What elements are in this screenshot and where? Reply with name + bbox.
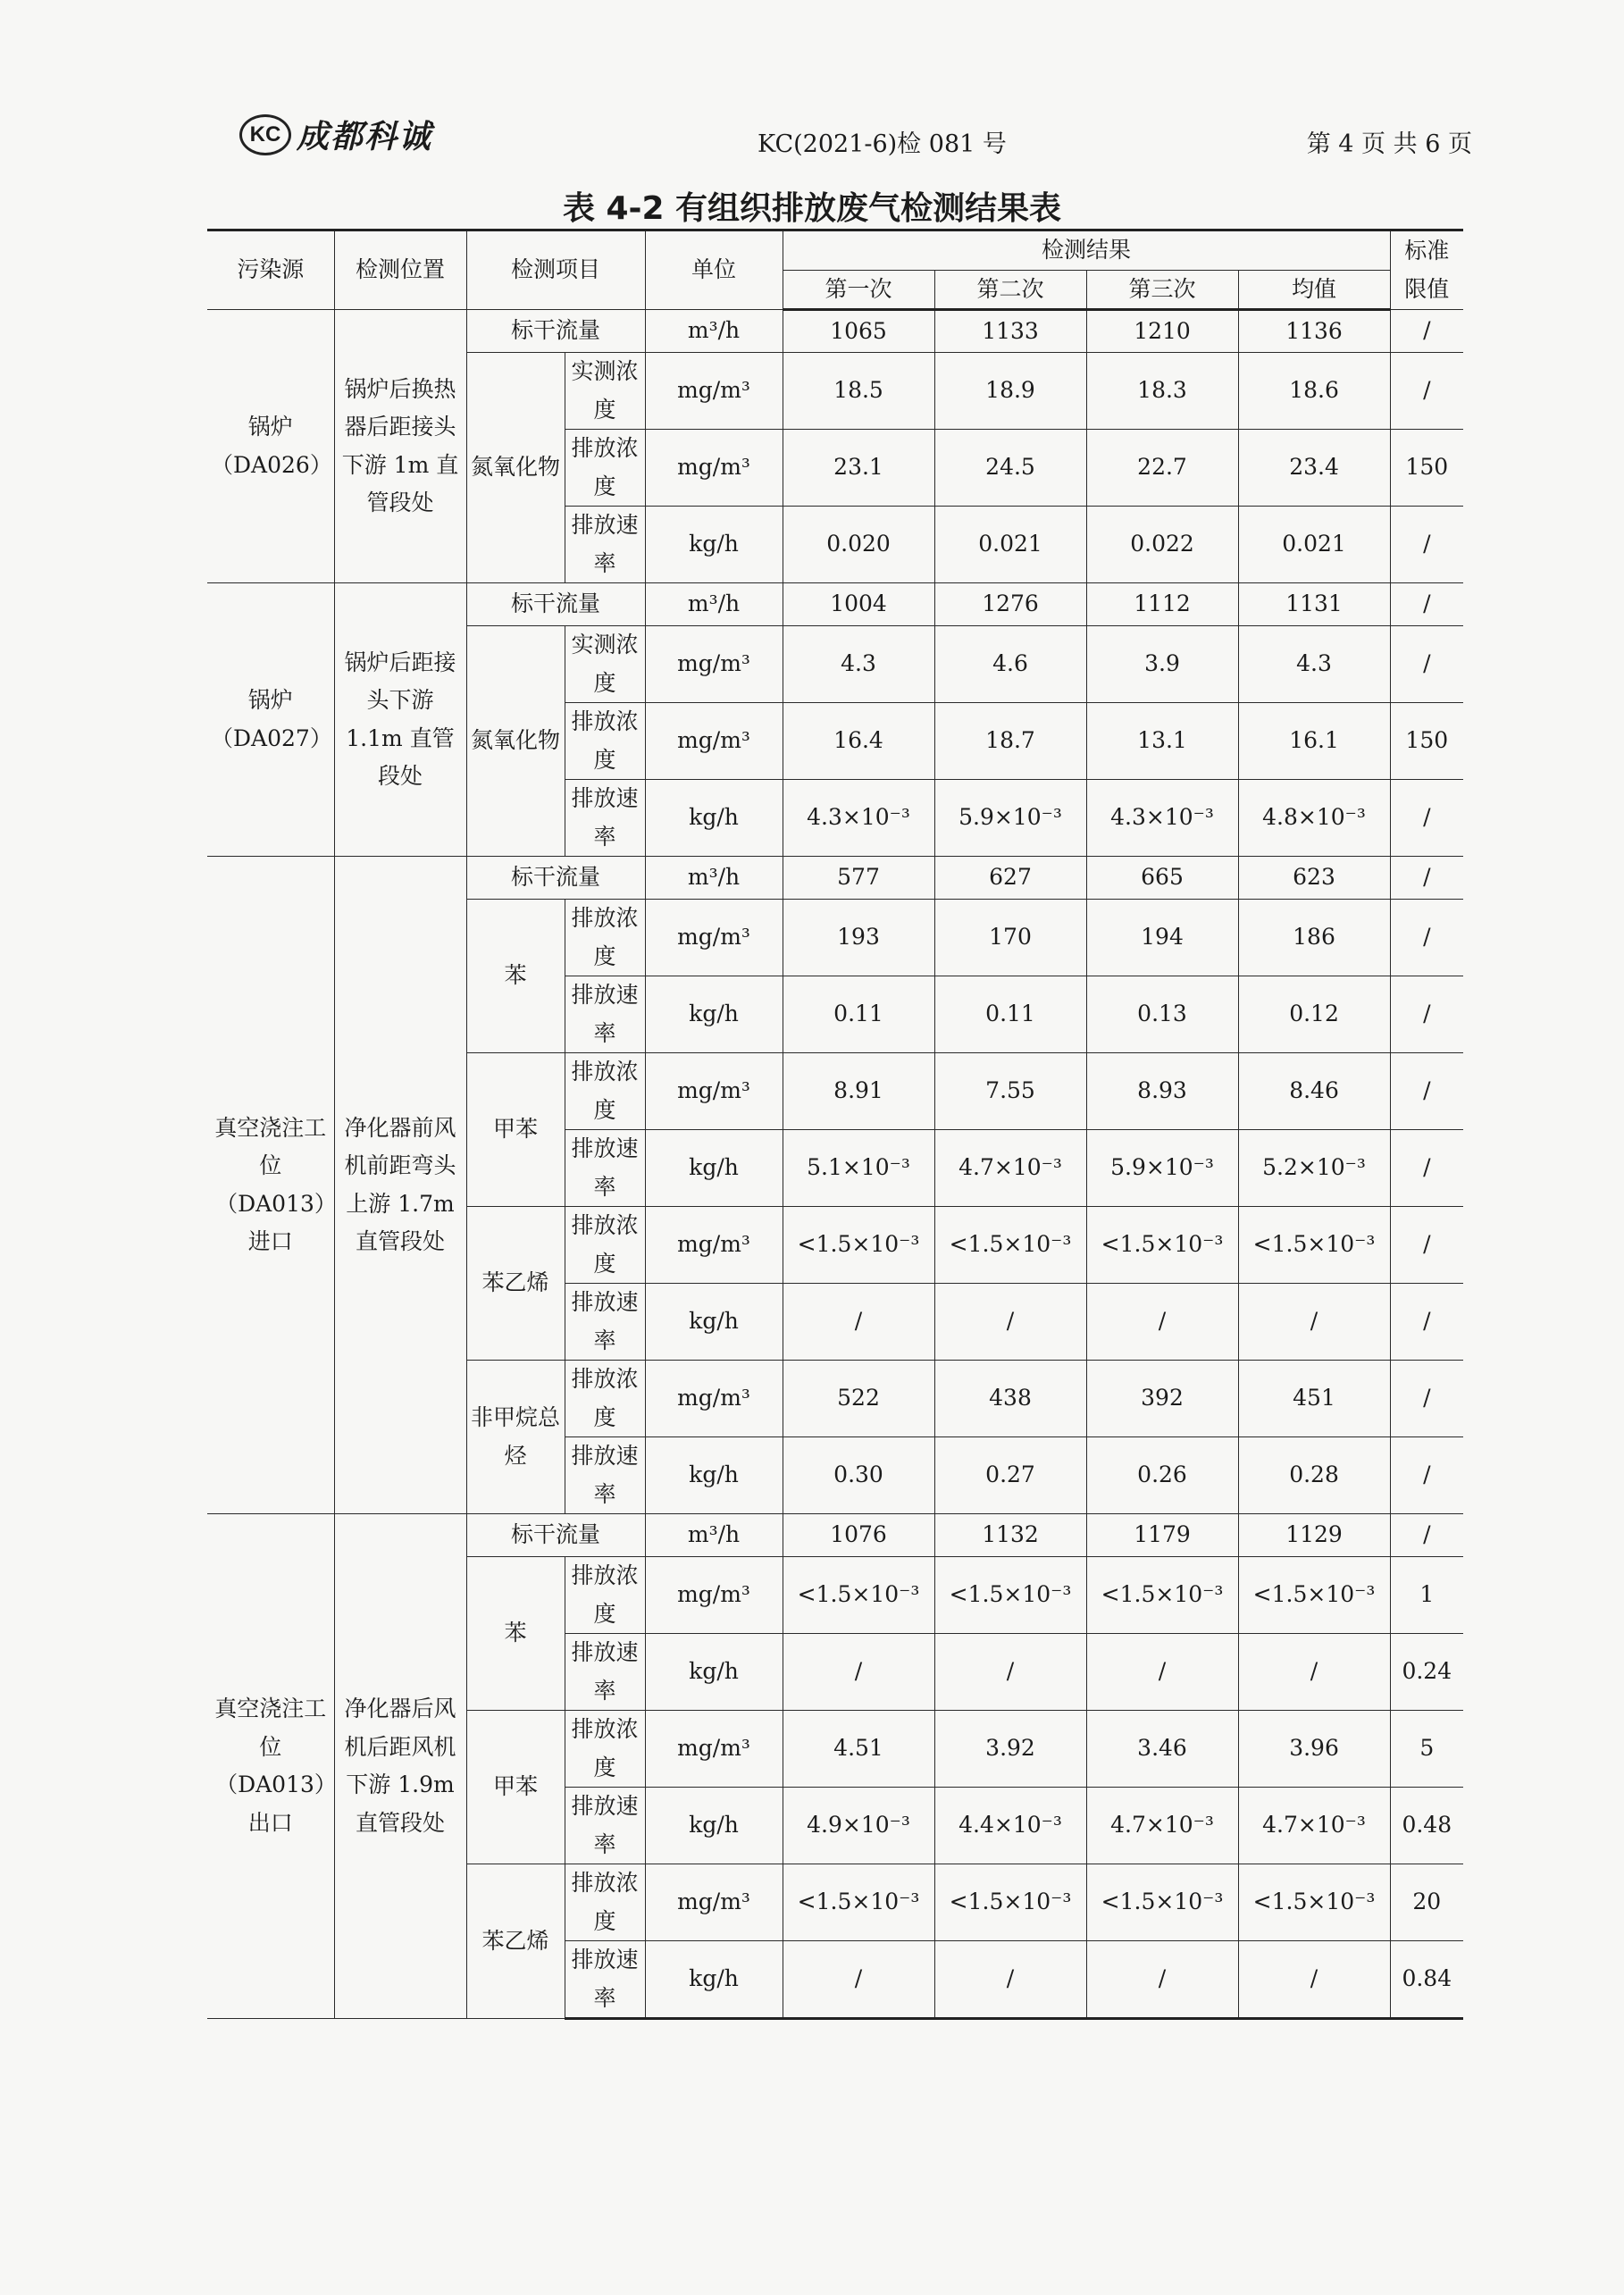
cell-value: 18.9 <box>934 353 1086 430</box>
cell-value: 4.7×10⁻³ <box>1238 1788 1390 1864</box>
table-title: 表 4-2 有组织排放废气检测结果表 <box>562 190 1062 227</box>
cell-value: 4.8×10⁻³ <box>1238 780 1390 857</box>
cell-source: 真空浇注工位（DA013）出口 <box>207 1514 334 2019</box>
cell-value: 577 <box>783 857 934 900</box>
cell-unit: kg/h <box>645 1788 783 1864</box>
cell-limit: / <box>1390 310 1463 353</box>
cell-value: 16.1 <box>1238 703 1390 780</box>
cell-value: <1.5×10⁻³ <box>1238 1557 1390 1634</box>
cell-subitem: 实测浓度 <box>565 626 645 703</box>
cell-value: / <box>1086 1284 1238 1361</box>
company-name: 成都科诚 <box>297 119 433 155</box>
cell-value: 392 <box>1086 1361 1238 1437</box>
cell-unit: mg/m³ <box>645 1361 783 1437</box>
cell-value: 5.1×10⁻³ <box>783 1130 934 1207</box>
cell-value: <1.5×10⁻³ <box>783 1557 934 1634</box>
cell-value: 4.7×10⁻³ <box>934 1130 1086 1207</box>
cell-value: 3.9 <box>1086 626 1238 703</box>
cell-pollutant: 苯 <box>466 900 565 1053</box>
cell-value: 4.3 <box>783 626 934 703</box>
cell-value: 8.46 <box>1238 1053 1390 1130</box>
cell-pollutant: 甲苯 <box>466 1053 565 1207</box>
cell-value: 0.27 <box>934 1437 1086 1514</box>
header-source: 污染源 <box>207 230 334 310</box>
cell-limit: 0.24 <box>1390 1634 1463 1711</box>
cell-value: 3.92 <box>934 1711 1086 1788</box>
cell-value: <1.5×10⁻³ <box>783 1207 934 1284</box>
cell-unit: m³/h <box>645 583 783 626</box>
cell-limit: 0.48 <box>1390 1788 1463 1864</box>
cell-value: 8.91 <box>783 1053 934 1130</box>
kc-logo-icon: KC <box>239 114 291 155</box>
cell-value: 665 <box>1086 857 1238 900</box>
cell-value: 22.7 <box>1086 430 1238 507</box>
cell-limit: 0.84 <box>1390 1941 1463 2019</box>
cell-subitem: 排放浓度 <box>565 1207 645 1284</box>
cell-value: / <box>1238 1284 1390 1361</box>
cell-value: 7.55 <box>934 1053 1086 1130</box>
cell-source: 锅炉（DA026） <box>207 310 334 583</box>
cell-value: / <box>934 1634 1086 1711</box>
cell-value: 0.30 <box>783 1437 934 1514</box>
cell-unit: kg/h <box>645 1634 783 1711</box>
cell-subitem: 排放浓度 <box>565 1864 645 1941</box>
header-results: 检测结果 <box>783 230 1390 271</box>
cell-value: / <box>1086 1634 1238 1711</box>
cell-subitem: 排放浓度 <box>565 900 645 976</box>
cell-value: / <box>783 1284 934 1361</box>
cell-limit: / <box>1390 1437 1463 1514</box>
cell-value: 4.3 <box>1238 626 1390 703</box>
header-first: 第一次 <box>783 270 934 310</box>
cell-value: 0.26 <box>1086 1437 1238 1514</box>
cell-value: 0.021 <box>934 507 1086 583</box>
cell-value: 18.3 <box>1086 353 1238 430</box>
header-location: 检测位置 <box>334 230 466 310</box>
header-unit: 单位 <box>645 230 783 310</box>
cell-value: 13.1 <box>1086 703 1238 780</box>
cell-value: <1.5×10⁻³ <box>1238 1864 1390 1941</box>
cell-unit: kg/h <box>645 780 783 857</box>
cell-value: 623 <box>1238 857 1390 900</box>
cell-subitem: 排放速率 <box>565 780 645 857</box>
cell-unit: mg/m³ <box>645 1053 783 1130</box>
cell-source: 真空浇注工位（DA013）进口 <box>207 857 334 1514</box>
cell-subitem: 排放浓度 <box>565 1711 645 1788</box>
cell-unit: kg/h <box>645 1437 783 1514</box>
cell-value: 1136 <box>1238 310 1390 353</box>
cell-item: 标干流量 <box>466 310 645 353</box>
cell-pollutant: 苯乙烯 <box>466 1864 565 2019</box>
cell-value: <1.5×10⁻³ <box>1086 1207 1238 1284</box>
cell-value: <1.5×10⁻³ <box>1086 1557 1238 1634</box>
cell-value: 0.020 <box>783 507 934 583</box>
cell-subitem: 排放浓度 <box>565 703 645 780</box>
cell-subitem: 排放浓度 <box>565 430 645 507</box>
cell-pollutant: 氮氧化物 <box>466 626 565 857</box>
cell-limit: / <box>1390 857 1463 900</box>
cell-limit: 20 <box>1390 1864 1463 1941</box>
cell-value: 194 <box>1086 900 1238 976</box>
cell-limit: 1 <box>1390 1557 1463 1634</box>
cell-unit: mg/m³ <box>645 1711 783 1788</box>
cell-value: <1.5×10⁻³ <box>934 1557 1086 1634</box>
cell-value: 0.11 <box>934 976 1086 1053</box>
cell-limit: / <box>1390 353 1463 430</box>
cell-value: 24.5 <box>934 430 1086 507</box>
cell-limit: / <box>1390 900 1463 976</box>
cell-value: 1133 <box>934 310 1086 353</box>
header-second: 第二次 <box>934 270 1086 310</box>
cell-limit: 5 <box>1390 1711 1463 1788</box>
cell-value: <1.5×10⁻³ <box>783 1864 934 1941</box>
cell-limit: / <box>1390 507 1463 583</box>
cell-unit: mg/m³ <box>645 353 783 430</box>
cell-value: 1076 <box>783 1514 934 1557</box>
cell-pollutant: 苯 <box>466 1557 565 1711</box>
cell-limit: / <box>1390 780 1463 857</box>
cell-value: / <box>934 1284 1086 1361</box>
cell-value: 1065 <box>783 310 934 353</box>
cell-value: 170 <box>934 900 1086 976</box>
cell-value: 18.7 <box>934 703 1086 780</box>
cell-subitem: 排放浓度 <box>565 1557 645 1634</box>
cell-value: 16.4 <box>783 703 934 780</box>
cell-value: 5.9×10⁻³ <box>934 780 1086 857</box>
cell-subitem: 排放速率 <box>565 1284 645 1361</box>
cell-value: 3.46 <box>1086 1711 1238 1788</box>
cell-value: 1179 <box>1086 1514 1238 1557</box>
cell-unit: m³/h <box>645 857 783 900</box>
header-third: 第三次 <box>1086 270 1238 310</box>
cell-unit: mg/m³ <box>645 1557 783 1634</box>
cell-limit: / <box>1390 1284 1463 1361</box>
cell-subitem: 排放浓度 <box>565 1361 645 1437</box>
cell-limit: / <box>1390 1207 1463 1284</box>
cell-value: 0.021 <box>1238 507 1390 583</box>
cell-value: 0.12 <box>1238 976 1390 1053</box>
cell-value: 4.7×10⁻³ <box>1086 1788 1238 1864</box>
cell-value: 0.11 <box>783 976 934 1053</box>
cell-value: 0.022 <box>1086 507 1238 583</box>
cell-value: <1.5×10⁻³ <box>1086 1864 1238 1941</box>
cell-value: 451 <box>1238 1361 1390 1437</box>
cell-value: / <box>783 1941 934 2019</box>
cell-subitem: 排放速率 <box>565 1437 645 1514</box>
cell-value: 1210 <box>1086 310 1238 353</box>
cell-pollutant: 甲苯 <box>466 1711 565 1864</box>
cell-location: 净化器前风机前距弯头上游 1.7m 直管段处 <box>334 857 466 1514</box>
cell-unit: kg/h <box>645 1130 783 1207</box>
doc-number: KC(2021-6)检 081 号 <box>758 130 1007 158</box>
cell-value: 23.1 <box>783 430 934 507</box>
cell-location: 锅炉后距接头下游 1.1m 直管段处 <box>334 583 466 857</box>
page-header <box>239 112 1472 165</box>
cell-pollutant: 氮氧化物 <box>466 353 565 583</box>
cell-unit: kg/h <box>645 507 783 583</box>
page-info: 第 4 页 共 6 页 <box>1306 130 1472 158</box>
cell-limit: 150 <box>1390 703 1463 780</box>
cell-source: 锅炉（DA027） <box>207 583 334 857</box>
cell-limit: / <box>1390 1514 1463 1557</box>
cell-pollutant: 苯乙烯 <box>466 1207 565 1361</box>
cell-location: 锅炉后换热器后距接头下游 1m 直管段处 <box>334 310 466 583</box>
cell-unit: mg/m³ <box>645 703 783 780</box>
cell-unit: mg/m³ <box>645 626 783 703</box>
cell-limit: / <box>1390 976 1463 1053</box>
cell-item: 标干流量 <box>466 857 645 900</box>
cell-value: / <box>934 1941 1086 2019</box>
cell-limit: / <box>1390 1130 1463 1207</box>
cell-unit: m³/h <box>645 1514 783 1557</box>
cell-pollutant: 非甲烷总烃 <box>466 1361 565 1514</box>
cell-value: 4.3×10⁻³ <box>1086 780 1238 857</box>
cell-unit: mg/m³ <box>645 900 783 976</box>
cell-value: 1276 <box>934 583 1086 626</box>
cell-value: 186 <box>1238 900 1390 976</box>
cell-unit: kg/h <box>645 1284 783 1361</box>
cell-subitem: 排放速率 <box>565 507 645 583</box>
header-item: 检测项目 <box>466 230 645 310</box>
cell-value: 4.6 <box>934 626 1086 703</box>
cell-unit: mg/m³ <box>645 1864 783 1941</box>
cell-item: 标干流量 <box>466 1514 645 1557</box>
cell-value: / <box>1086 1941 1238 2019</box>
cell-value: 193 <box>783 900 934 976</box>
cell-unit: mg/m³ <box>645 430 783 507</box>
cell-unit: kg/h <box>645 1941 783 2019</box>
cell-value: <1.5×10⁻³ <box>934 1864 1086 1941</box>
cell-value: / <box>783 1634 934 1711</box>
cell-value: 1129 <box>1238 1514 1390 1557</box>
cell-value: 1004 <box>783 583 934 626</box>
cell-value: <1.5×10⁻³ <box>1238 1207 1390 1284</box>
cell-unit: mg/m³ <box>645 1207 783 1284</box>
cell-value: <1.5×10⁻³ <box>934 1207 1086 1284</box>
cell-value: / <box>1238 1634 1390 1711</box>
cell-limit: / <box>1390 626 1463 703</box>
cell-subitem: 排放速率 <box>565 1941 645 2019</box>
cell-value: 18.6 <box>1238 353 1390 430</box>
results-table <box>207 229 1463 2020</box>
cell-value: / <box>1238 1941 1390 2019</box>
cell-value: 627 <box>934 857 1086 900</box>
cell-value: 5.9×10⁻³ <box>1086 1130 1238 1207</box>
cell-value: 0.28 <box>1238 1437 1390 1514</box>
cell-subitem: 排放浓度 <box>565 1053 645 1130</box>
cell-limit: / <box>1390 1053 1463 1130</box>
cell-value: 438 <box>934 1361 1086 1437</box>
company-logo <box>239 112 432 157</box>
header-limit: 标准限值 <box>1390 230 1463 310</box>
cell-subitem: 排放速率 <box>565 1130 645 1207</box>
cell-subitem: 排放速率 <box>565 976 645 1053</box>
cell-limit: / <box>1390 583 1463 626</box>
cell-value: 8.93 <box>1086 1053 1238 1130</box>
cell-value: 4.9×10⁻³ <box>783 1788 934 1864</box>
cell-value: 4.3×10⁻³ <box>783 780 934 857</box>
cell-unit: kg/h <box>645 976 783 1053</box>
cell-value: 0.13 <box>1086 976 1238 1053</box>
cell-value: 1131 <box>1238 583 1390 626</box>
cell-value: 1132 <box>934 1514 1086 1557</box>
cell-value: 4.4×10⁻³ <box>934 1788 1086 1864</box>
cell-limit: / <box>1390 1361 1463 1437</box>
header-avg: 均值 <box>1238 270 1390 310</box>
cell-value: 4.51 <box>783 1711 934 1788</box>
cell-subitem: 排放速率 <box>565 1788 645 1864</box>
cell-subitem: 实测浓度 <box>565 353 645 430</box>
cell-item: 标干流量 <box>466 583 645 626</box>
cell-value: 23.4 <box>1238 430 1390 507</box>
cell-subitem: 排放速率 <box>565 1634 645 1711</box>
cell-unit: m³/h <box>645 310 783 353</box>
cell-value: 18.5 <box>783 353 934 430</box>
cell-value: 5.2×10⁻³ <box>1238 1130 1390 1207</box>
cell-limit: 150 <box>1390 430 1463 507</box>
cell-value: 522 <box>783 1361 934 1437</box>
cell-location: 净化器后风机后距风机下游 1.9m 直管段处 <box>334 1514 466 2019</box>
cell-value: 1112 <box>1086 583 1238 626</box>
cell-value: 3.96 <box>1238 1711 1390 1788</box>
